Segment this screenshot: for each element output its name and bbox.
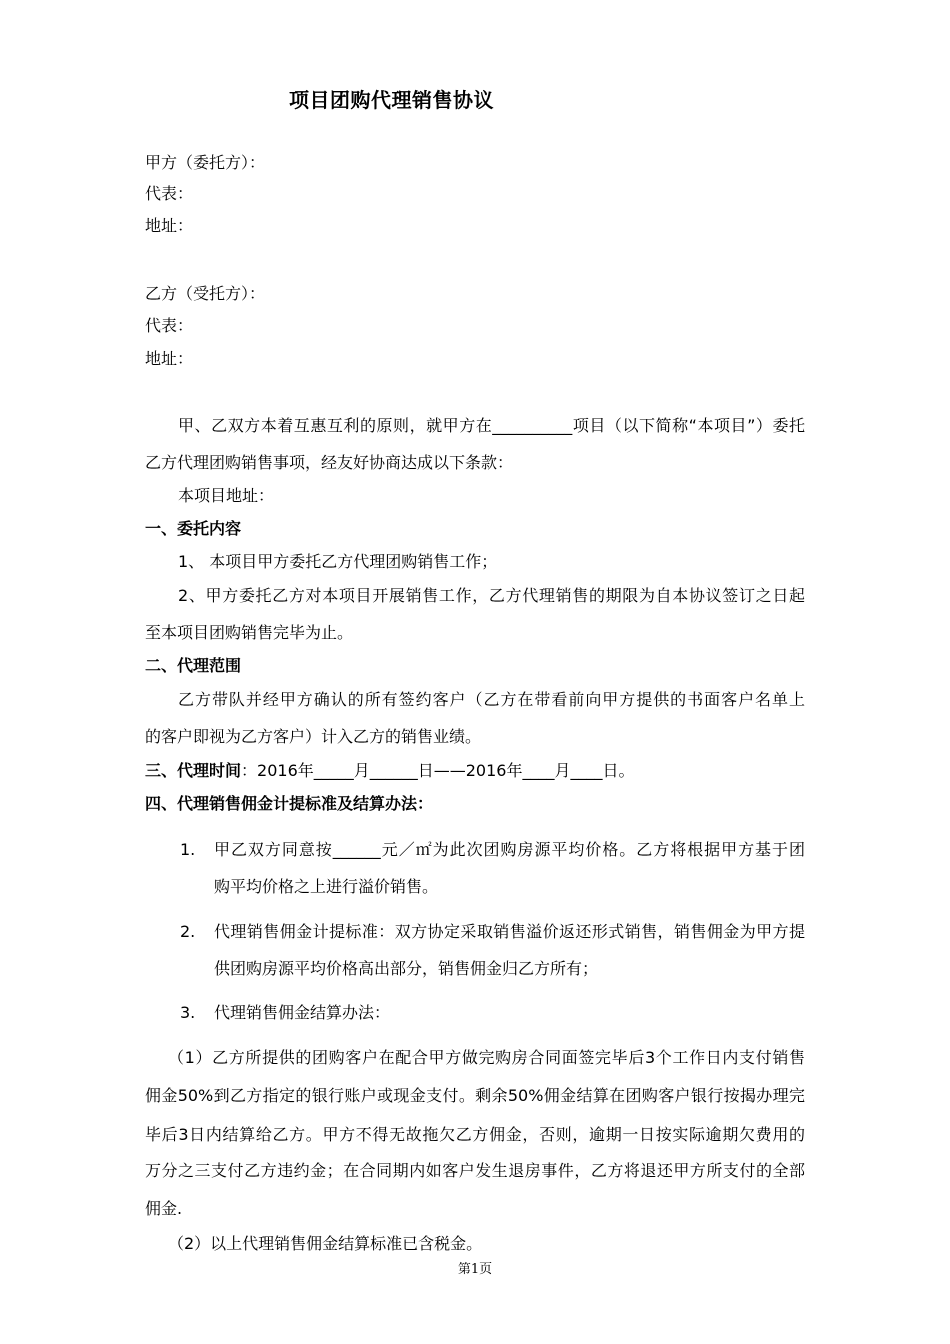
party-a-label: 甲方（委托方）： bbox=[145, 153, 266, 172]
section-4-item-2-line-2: 供团购房源平均价格高出部分，销售佣金归乙方所有； bbox=[214, 959, 599, 978]
section-1-item-2-line-1: 2、甲方委托乙方对本项目开展销售工作，乙方代理销售的期限为自本协议签订之日起 bbox=[178, 586, 805, 605]
section-1-item-2-line-2: 至本项目团购销售完毕为止。 bbox=[145, 623, 354, 642]
section-1-heading: 一、委托内容 bbox=[145, 519, 242, 538]
section-4-item-1-line-2: 购平均价格之上进行溢价销售。 bbox=[214, 877, 439, 896]
party-b-address: 地址： bbox=[145, 349, 194, 368]
section-3-label: 代理时间 bbox=[177, 761, 242, 780]
section-3-prefix: 三、 bbox=[145, 761, 178, 780]
section-4-item-3-line-1: 代理销售佣金结算办法： bbox=[214, 1003, 391, 1022]
section-2-heading: 二、代理范围 bbox=[145, 656, 242, 675]
section-3-text: ：2016年_____月______日——2016年____月____日。 bbox=[241, 761, 635, 780]
party-b-representative: 代表： bbox=[145, 316, 194, 335]
section-4-item-3-number: 3. bbox=[180, 1003, 196, 1022]
party-b-label: 乙方（受托方）： bbox=[145, 284, 266, 303]
settlement-clause-1-line-1: （1）乙方所提供的团购客户在配合甲方做完购房合同面签完毕后3个工作日内支付销售 bbox=[168, 1048, 805, 1067]
section-4-item-1-number: 1. bbox=[180, 840, 196, 859]
settlement-clause-1-line-4: 万分之三支付乙方违约金；在合同期内如客户发生退房事件，乙方将退还甲方所支付的全部 bbox=[145, 1161, 805, 1180]
section-1-item-1: 1、 本项目甲方委托乙方代理团购销售工作； bbox=[178, 552, 498, 571]
project-address: 本项目地址： bbox=[178, 486, 275, 505]
settlement-clause-1-line-3: 毕后3日内结算给乙方。甲方不得无故拖欠乙方佣金，否则，逾期一日按实际逾期欠费用的 bbox=[145, 1125, 805, 1144]
settlement-clause-1-line-5: 佣金. bbox=[145, 1199, 183, 1218]
intro-line-1: 甲、乙双方本着互惠互利的原则，就甲方在__________项目（以下简称“本项目”）委托 bbox=[178, 416, 805, 435]
settlement-clause-1-line-2: 佣金50%到乙方指定的银行账户或现金支付。剩余50%佣金结算在团购客户银行按揭办理完 bbox=[145, 1086, 805, 1105]
section-4-heading: 四、代理销售佣金计提标准及结算办法： bbox=[145, 794, 434, 813]
party-a-address: 地址： bbox=[145, 216, 194, 235]
section-2-line-1: 乙方带队并经甲方确认的所有签约客户（乙方在带看前向甲方提供的书面客户名单上 bbox=[178, 690, 805, 709]
document-title: 项目团购代理销售协议 bbox=[289, 88, 494, 112]
page-number: 第1页 bbox=[457, 1262, 493, 1277]
section-3-line bbox=[145, 761, 634, 781]
section-4-item-1-line-1: 甲乙双方同意按______元／㎡为此次团购房源平均价格。乙方将根据甲方基于团 bbox=[214, 840, 805, 859]
settlement-clause-2: （2）以上代理销售佣金结算标准已含税金。 bbox=[168, 1234, 483, 1253]
intro-line-2: 乙方代理团购销售事项，经友好协商达成以下条款： bbox=[145, 453, 514, 472]
section-4-item-2-line-1: 代理销售佣金计提标准：双方协定采取销售溢价返还形式销售，销售佣金为甲方提 bbox=[214, 922, 805, 941]
section-4-item-2-number: 2. bbox=[180, 922, 196, 941]
party-a-representative: 代表： bbox=[145, 184, 194, 203]
section-2-line-2: 的客户即视为乙方客户）计入乙方的销售业绩。 bbox=[145, 727, 482, 746]
